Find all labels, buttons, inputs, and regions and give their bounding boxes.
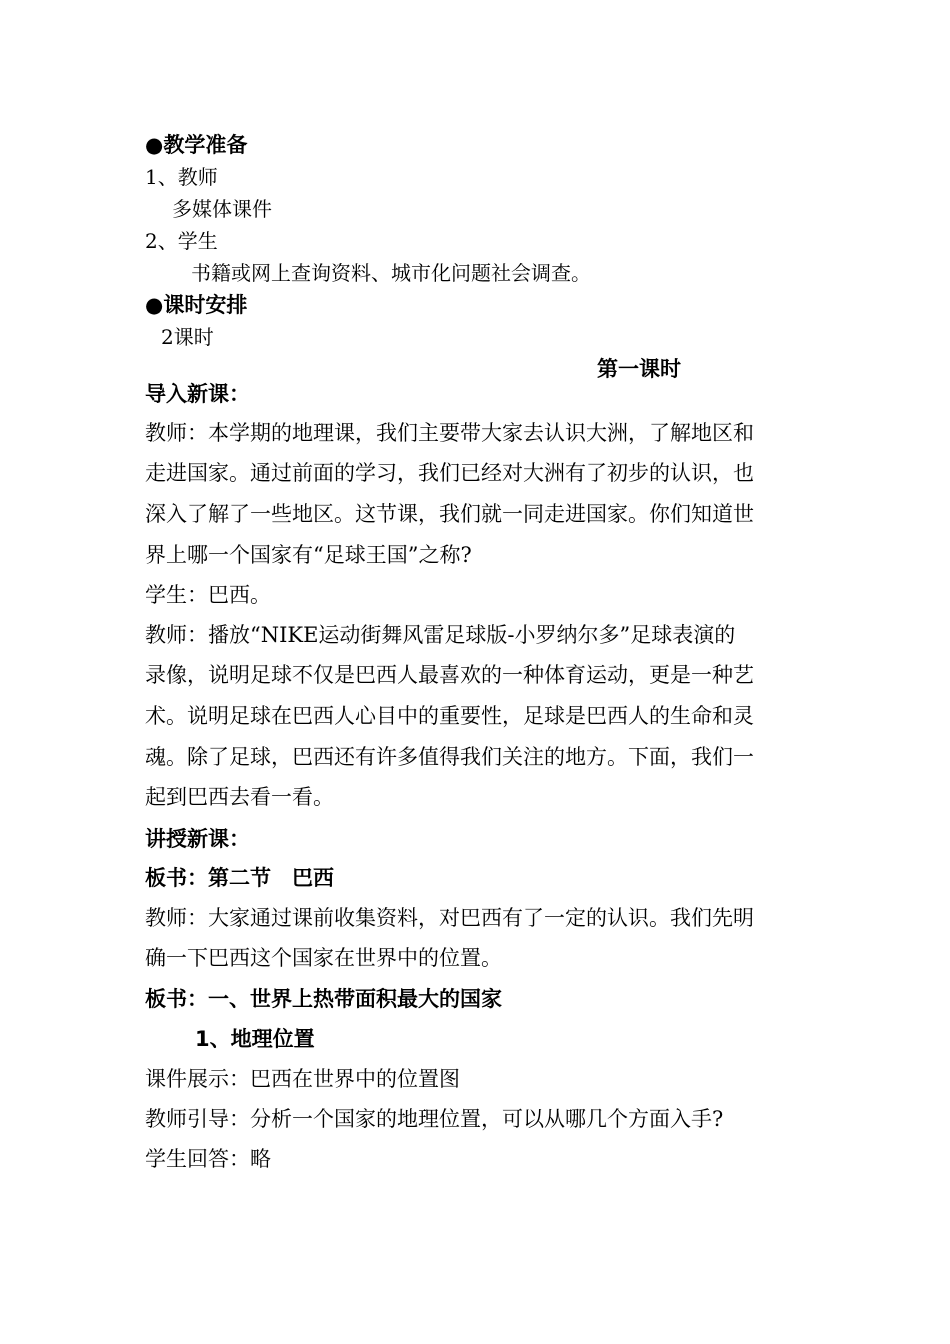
intro-line: 录像，说明足球不仅是巴西人最喜欢的一种体育运动，更是一种艺 bbox=[145, 663, 754, 687]
board-subsection: 1、地理位置 bbox=[195, 1027, 315, 1051]
schedule-heading: ●课时安排 bbox=[145, 293, 248, 317]
board-section: 板书：一、世界上热带面积最大的国家 bbox=[145, 987, 502, 1011]
teacher-label: 1、教师 bbox=[145, 165, 218, 189]
prep-heading: ●教学准备 bbox=[145, 133, 248, 157]
lecture-line: 教师引导：分析一个国家的地理位置，可以从哪几个方面入手? bbox=[145, 1107, 724, 1131]
intro-heading: 导入新课： bbox=[145, 382, 250, 406]
lecture-line: 学生回答：略 bbox=[145, 1147, 271, 1171]
student-item: 书籍或网上查询资料、城市化问题社会调查。 bbox=[191, 261, 591, 285]
intro-line: 深入了解了一些地区。这节课，我们就一同走进国家。你们知道世 bbox=[145, 502, 754, 526]
intro-line: 教师：播放“NIKE运动街舞风雷足球版-小罗纳尔多”足球表演的 bbox=[145, 623, 736, 647]
schedule-value: 2课时 bbox=[161, 325, 214, 349]
lecture-line: 教师：大家通过课前收集资料，对巴西有了一定的认识。我们先明 bbox=[145, 906, 754, 930]
intro-line: 术。说明足球在巴西人心目中的重要性，足球是巴西人的生命和灵 bbox=[145, 704, 754, 728]
intro-line: 走进国家。通过前面的学习，我们已经对大洲有了初步的认识，也 bbox=[145, 461, 754, 485]
lesson-title: 第一课时 bbox=[597, 357, 681, 381]
teacher-item: 多媒体课件 bbox=[172, 197, 272, 221]
lecture-line: 课件展示：巴西在世界中的位置图 bbox=[145, 1067, 460, 1091]
intro-line: 魂。除了足球，巴西还有许多值得我们关注的地方。下面，我们一 bbox=[145, 745, 754, 769]
student-label: 2、学生 bbox=[145, 229, 218, 253]
intro-line: 教师：本学期的地理课，我们主要带大家去认识大洲，了解地区和 bbox=[145, 421, 754, 445]
board-title: 板书：第二节 巴西 bbox=[145, 866, 334, 890]
lecture-line: 确一下巴西这个国家在世界中的位置。 bbox=[145, 946, 502, 970]
intro-line: 起到巴西去看一看。 bbox=[145, 785, 334, 809]
lecture-heading: 讲授新课： bbox=[145, 827, 250, 851]
intro-line: 界上哪一个国家有“足球王国”之称? bbox=[145, 543, 472, 567]
intro-line: 学生：巴西。 bbox=[145, 583, 271, 607]
